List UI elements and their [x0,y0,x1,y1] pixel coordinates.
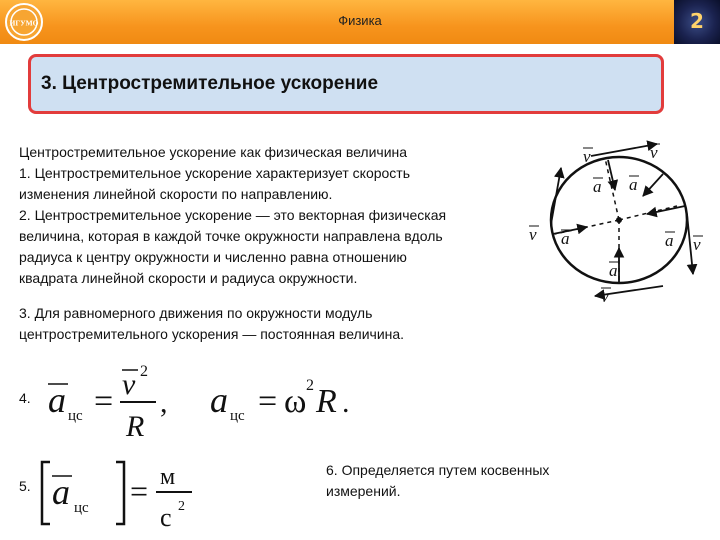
velocity-arrow-left [551,168,561,224]
acceleration-arrow-right [647,206,685,214]
formula-a-symbol: a [48,380,66,420]
formula-equals: = [94,383,114,420]
formula-4 [40,356,360,448]
formula-comma: , [160,386,168,419]
centripetal-diagram [525,134,720,306]
accel-label-left: a [561,229,570,248]
page-number: 2 [690,9,704,33]
formula-5 [36,448,206,538]
unit-second: с [160,503,172,532]
velocity-arrow-top [591,144,657,156]
velocity-label-top-left: v [583,147,591,166]
point-2-line-1: 2. Центростремительное ускорение — это векторная физическая [19,207,447,223]
formula-exponent: 2 [140,363,148,380]
formula-v-symbol: v [122,368,136,401]
acceleration-arrow-top-right [643,174,663,196]
formula-equals-2: = [258,383,278,420]
header-bar [0,0,720,44]
unit-formula-a-symbol: a [52,472,70,512]
accel-label-top: a [593,177,602,196]
formula-a-symbol-2: a [210,380,228,420]
unit-exponent: 2 [178,499,185,514]
formula-subscript: цс [68,408,83,424]
formula-R-symbol-2: R [316,383,337,420]
point-2-line-2: величина, которая в каждой точке окружности направлена вдоль [19,228,443,244]
formula-exponent-2: 2 [306,377,314,394]
item-4-number: 4. [19,390,31,406]
formula-subscript-2: цс [230,408,245,424]
accel-label-right: a [665,231,674,250]
velocity-label-top-right: v [650,143,658,162]
velocity-label-right: v [693,235,701,254]
point-1-line-1: 1. Центростремительное ускорение характеризует скорость [19,165,411,181]
point-3-line-1: 3. Для равномерного движения по окружности модуль [19,305,373,321]
point-3-line-2: центростремительного ускорения — постоянная величина. [19,326,405,342]
slide-title: 3. Центростремительное ускорение [41,73,379,94]
formula-R-symbol: R [126,410,145,443]
unit-meter: м [160,464,176,490]
definition-heading: Центростремительное ускорение как физическая величина [19,144,408,160]
item-5-number: 5. [19,478,31,494]
point-1-line-2: изменения линейной скорости по направлению. [19,186,333,202]
velocity-label-left: v [529,225,537,244]
slide-title-box [28,54,664,114]
accel-label-top-right: a [629,175,638,194]
point-2-line-3: радиуса к центру окружности и численно равна отношению [19,249,407,265]
point-6-line-1: 6. Определяется путем косвенных [326,462,550,478]
point-6-line-2: измерений. [326,483,401,499]
point-2-line-4: квадрата линейной скорости и радиуса окружности. [19,270,358,286]
accel-label-bottom: a [609,261,618,280]
formula-omega-symbol: ω [284,383,307,420]
logo-text: ИГУМО [9,18,39,28]
subject-title: Физика [338,13,382,28]
formula-period: . [342,386,350,419]
unit-formula-equals: = [130,473,149,509]
page-number-badge [674,0,720,44]
unit-formula-subscript: цс [74,500,89,516]
velocity-label-bottom: v [601,287,609,306]
